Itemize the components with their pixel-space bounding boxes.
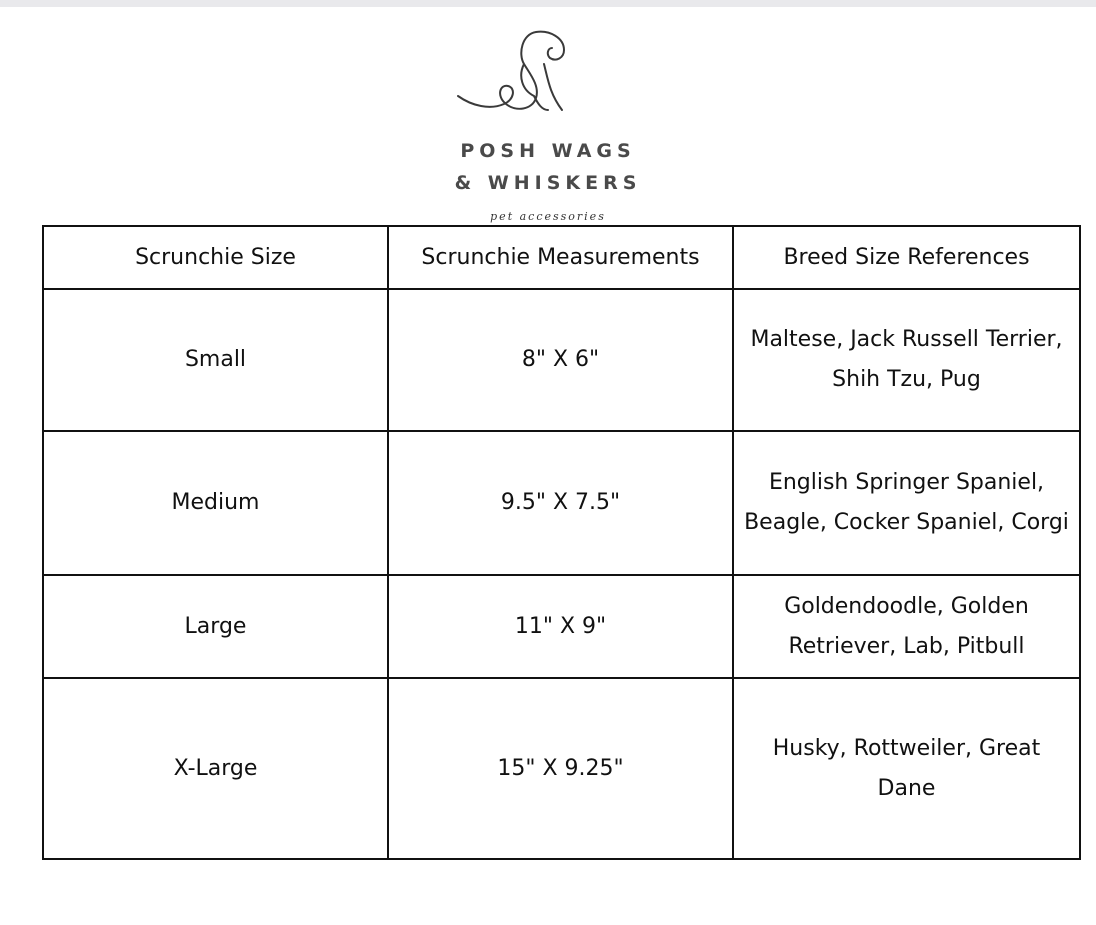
table-row bbox=[43, 289, 1080, 431]
size-chart-table bbox=[42, 225, 1081, 860]
cell-breeds: English Springer Spaniel, Beagle, Cocker Spaniel, Corgi bbox=[733, 431, 1080, 575]
cell-breeds: Husky, Rottweiler, Great Dane bbox=[733, 678, 1080, 859]
cell-measurements: 8" X 6" bbox=[388, 289, 733, 431]
cell-measurements: 11" X 9" bbox=[388, 575, 733, 678]
header-breeds: Breed Size References bbox=[733, 226, 1080, 289]
table-row bbox=[43, 678, 1080, 859]
brand-logo bbox=[0, 20, 1096, 225]
top-bar bbox=[0, 0, 1096, 7]
cell-measurements: 15" X 9.25" bbox=[388, 678, 733, 859]
table-header-row bbox=[43, 226, 1080, 289]
cell-size: X-Large bbox=[43, 678, 388, 859]
cell-breeds: Maltese, Jack Russell Terrier, Shih Tzu, Pug bbox=[733, 289, 1080, 431]
brand-name-line-1: POSH WAGS bbox=[460, 140, 636, 162]
brand-name-line-2: & WHISKERS bbox=[454, 172, 642, 194]
header-measurements: Scrunchie Measurements bbox=[388, 226, 733, 289]
table-row bbox=[43, 431, 1080, 575]
cell-size: Medium bbox=[43, 431, 388, 575]
table-row bbox=[43, 575, 1080, 678]
dog-line-icon bbox=[452, 24, 582, 119]
cell-size: Large bbox=[43, 575, 388, 678]
header-size: Scrunchie Size bbox=[43, 226, 388, 289]
cell-measurements: 9.5" X 7.5" bbox=[388, 431, 733, 575]
brand-tagline: pet accessories bbox=[490, 210, 606, 223]
cell-size: Small bbox=[43, 289, 388, 431]
cell-breeds: Goldendoodle, Golden Retriever, Lab, Pitbull bbox=[733, 575, 1080, 678]
